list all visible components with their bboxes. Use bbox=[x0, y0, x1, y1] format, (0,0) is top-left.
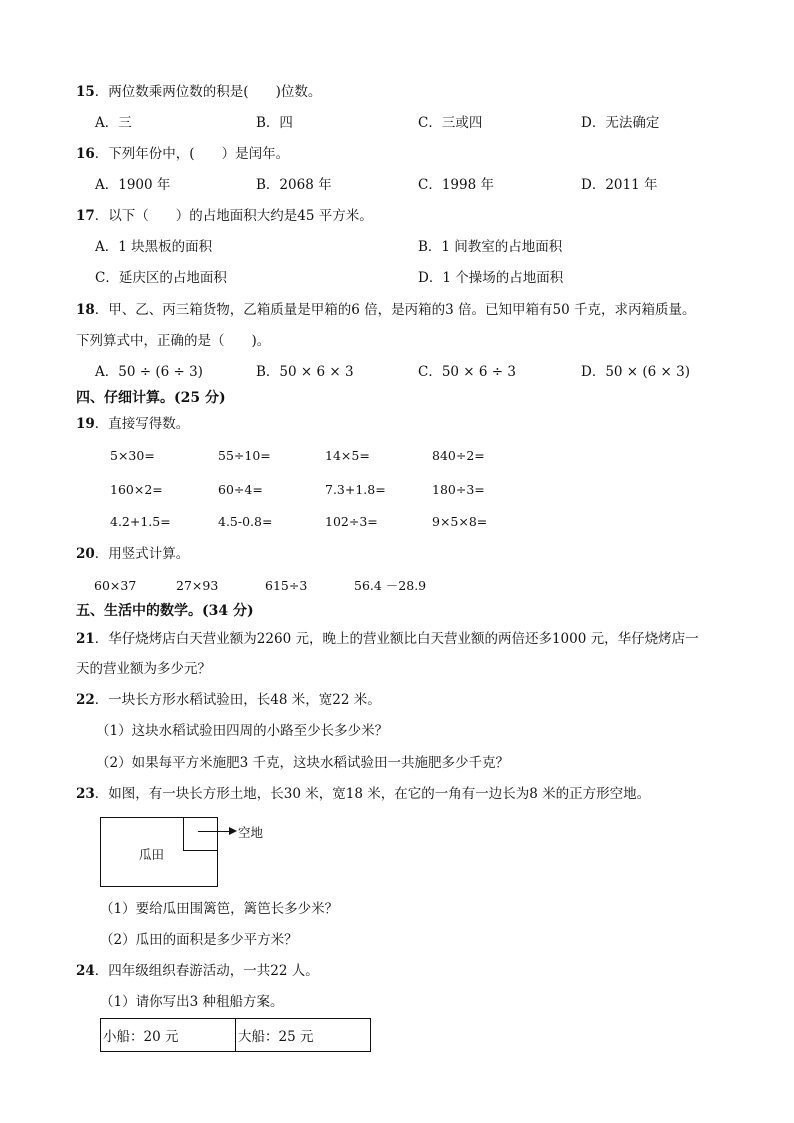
question-text: ．甲、乙、丙三箱货物，乙箱质量是甲箱的6 倍，是丙箱的3 倍。已知甲箱有50 千克，求丙箱质量。 bbox=[94, 302, 696, 318]
calc-item: 840÷2= bbox=[432, 448, 485, 463]
q21-stem-line2: 天的营业额为多少元？ bbox=[76, 661, 211, 677]
calc-item: 55÷10= bbox=[218, 448, 271, 463]
calc-item: 4.2+1.5= bbox=[110, 514, 171, 529]
calc-item: 160×2= bbox=[110, 482, 163, 497]
calc-item: 102÷3= bbox=[325, 514, 378, 529]
q15-option-d[interactable]: D．无法确定 bbox=[581, 115, 660, 131]
section-four-title: 四、仔细计算。(25 分) bbox=[76, 390, 226, 406]
q17-option-d[interactable]: D．1 个操场的占地面积 bbox=[418, 270, 564, 286]
q18-stem-line2: 下列算式中，正确的是（ )。 bbox=[76, 333, 271, 349]
calc-item: 60÷4= bbox=[218, 482, 263, 497]
q15-option-c[interactable]: C．三或四 bbox=[418, 115, 483, 131]
calc-item: 4.5-0.8= bbox=[218, 514, 273, 529]
q23-stem bbox=[76, 785, 650, 803]
q18-option-b[interactable]: B．50 × 6 × 3 bbox=[256, 364, 354, 380]
calc-item: 5×30= bbox=[110, 448, 155, 463]
q18-stem bbox=[76, 301, 696, 319]
q21-stem bbox=[76, 630, 699, 648]
q16-option-d[interactable]: D．2011 年 bbox=[581, 177, 658, 193]
q18-option-c[interactable]: C．50 × 6 ÷ 3 bbox=[418, 364, 516, 380]
q17-option-c[interactable]: C．延庆区的占地面积 bbox=[95, 270, 227, 286]
q20-stem bbox=[76, 545, 189, 563]
section-five-title: 五、生活中的数学。(34 分) bbox=[76, 603, 254, 619]
question-text: ．直接写得数。 bbox=[94, 416, 190, 432]
q16-option-c[interactable]: C．1998 年 bbox=[418, 177, 494, 193]
q16-stem bbox=[76, 145, 289, 163]
q17-stem bbox=[76, 207, 373, 225]
question-number: 23 bbox=[76, 786, 95, 802]
q19-stem bbox=[76, 415, 189, 433]
q24-sub-1: （1）请你写出3 种租船方案。 bbox=[100, 994, 284, 1010]
question-number: 21 bbox=[76, 631, 95, 647]
calc-item: 7.3+1.8= bbox=[325, 482, 386, 497]
q22-sub-2: （2）如果每平方米施肥3 千克，这块水稻试验田一共施肥多少千克？ bbox=[96, 755, 509, 771]
question-text: ．华仔烧烤店白天营业额为2260 元，晚上的营业额比白天营业额的两倍还多1000 元，华仔烧烤店一 bbox=[94, 631, 699, 647]
small-boat-price: 小船：20 元 bbox=[101, 1019, 236, 1052]
table-row bbox=[101, 1019, 371, 1052]
empty-square-corner bbox=[183, 817, 217, 851]
empty-lot-label: 空地 bbox=[238, 825, 264, 840]
question-number: 17 bbox=[76, 208, 95, 224]
question-text: ．四年级组织春游活动，一共22 人。 bbox=[94, 963, 319, 979]
question-number: 16 bbox=[76, 146, 95, 162]
big-boat-price: 大船：25 元 bbox=[236, 1019, 371, 1052]
q18-option-d[interactable]: D．50 × (6 × 3) bbox=[581, 364, 691, 380]
q15-option-b[interactable]: B．四 bbox=[256, 115, 293, 131]
q18-option-a[interactable]: A．50 ÷ (6 ÷ 3) bbox=[95, 364, 203, 380]
question-text: ．用竖式计算。 bbox=[94, 546, 190, 562]
q23-sub-2: （2）瓜田的面积是多少平方米？ bbox=[100, 932, 298, 948]
q22-stem bbox=[76, 691, 381, 709]
question-number: 20 bbox=[76, 546, 95, 562]
question-number: 15 bbox=[76, 84, 95, 100]
question-text: ．一块长方形水稻试验田，长48 米，宽22 米。 bbox=[94, 692, 381, 708]
q17-option-b[interactable]: B．1 间教室的占地面积 bbox=[418, 239, 563, 255]
boat-price-table bbox=[100, 1018, 371, 1052]
question-number: 18 bbox=[76, 302, 95, 318]
question-number: 22 bbox=[76, 692, 95, 708]
q16-option-a[interactable]: A．1900 年 bbox=[95, 177, 171, 193]
question-number: 24 bbox=[76, 963, 95, 979]
q15-stem bbox=[76, 83, 321, 101]
question-text: ．如图，有一块长方形土地，长30 米，宽18 米，在它的一角有一边长为8 米的正方形空地。 bbox=[94, 786, 651, 802]
calc-item: 9×5×8= bbox=[432, 514, 488, 529]
vertical-calc-item: 56.4 －28.9 bbox=[354, 578, 427, 593]
vertical-calc-item: 615÷3 bbox=[265, 578, 308, 593]
q15-option-a[interactable]: A．三 bbox=[95, 115, 132, 131]
question-text: ．两位数乘两位数的积是( )位数。 bbox=[94, 84, 322, 100]
q24-stem bbox=[76, 962, 319, 980]
q16-option-b[interactable]: B．2068 年 bbox=[256, 177, 332, 193]
question-text: ．以下（ ）的占地面积大约是45 平方米。 bbox=[94, 208, 373, 224]
arrow-head-icon bbox=[229, 827, 237, 835]
calc-item: 14×5= bbox=[325, 448, 370, 463]
q22-sub-1: （1）这块水稻试验田四周的小路至少长多少米？ bbox=[96, 723, 389, 739]
vertical-calc-item: 27×93 bbox=[176, 578, 219, 593]
field-label: 瓜田 bbox=[139, 847, 165, 862]
vertical-calc-item: 60×37 bbox=[94, 578, 137, 593]
q17-option-a[interactable]: A．1 块黑板的面积 bbox=[95, 239, 213, 255]
question-number: 19 bbox=[76, 416, 95, 432]
q23-sub-1: （1）要给瓜田围篱笆，篱笆长多少米？ bbox=[100, 901, 339, 917]
calc-item: 180÷3= bbox=[432, 482, 485, 497]
question-text: ．下列年份中，( ）是闰年。 bbox=[94, 146, 290, 162]
